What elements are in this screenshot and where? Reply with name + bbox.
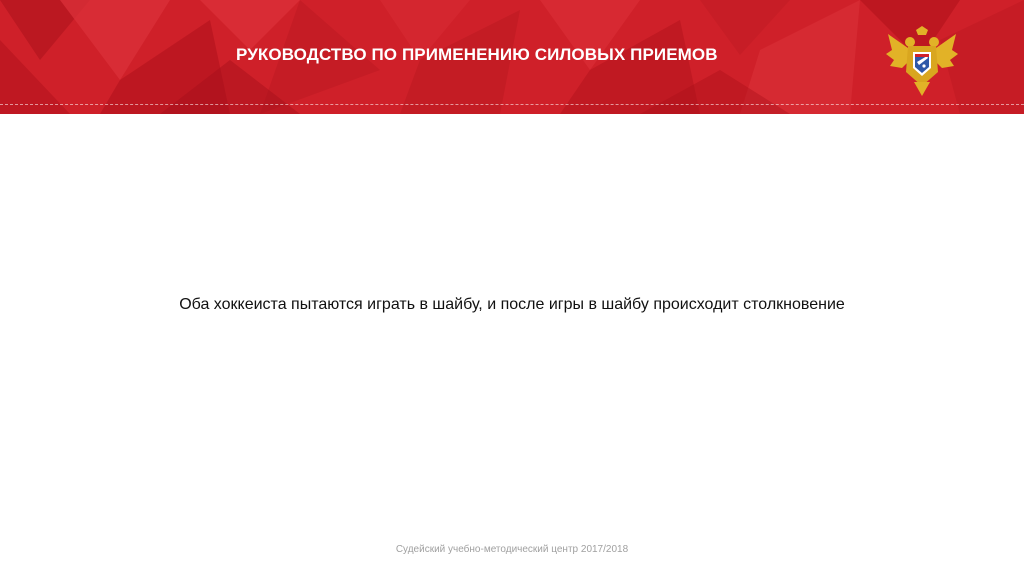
slide-header xyxy=(0,0,1024,114)
header-dashed-divider xyxy=(0,104,1024,105)
slide-body-text: Оба хоккеиста пытаются играть в шайбу, и после игры в шайбу происходит столкновение xyxy=(179,296,845,313)
slide-footer: Судейский учебно-методический центр 2017/2018 xyxy=(395,544,629,555)
double-headed-eagle-emblem-icon xyxy=(886,26,958,96)
slide-title: РУКОВОДСТВО ПО ПРИМЕНЕНИЮ СИЛОВЫХ ПРИЕМОВ xyxy=(236,45,718,64)
